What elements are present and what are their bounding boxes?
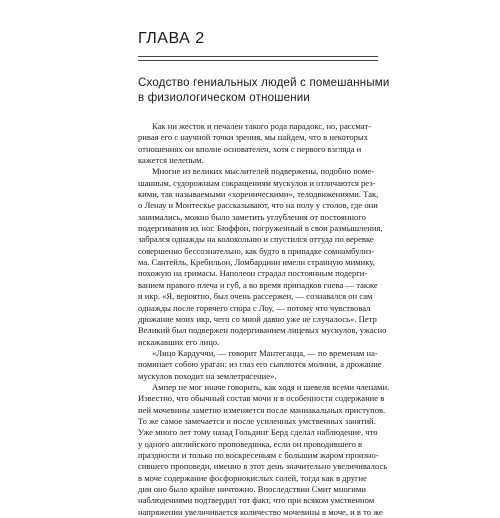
body-line: сившего проповеди, именно в этот день значительно увеличивалось [138,461,388,472]
body-line: похожую на гримасы. Наполеон страдал постоянным подерги- [138,268,368,279]
body-line: мускулов походит на землетрясение». [138,370,277,381]
body-line: наблюдениями подтвердил тот факт, что при всяком умственном [138,495,375,506]
body-line: Как ни жесток и печален такого рода парадокс, но, рассмат- [152,121,371,131]
body-line: поминает собою ураган: из глаз его сыплются молнии, а дрожание [138,359,382,370]
body-line: напряжении увеличивается количество мочевины в моче, и в то же [138,506,383,517]
body-line: ривая его с научной точки зрения, мы найдем, что в некоторых [138,132,368,143]
section-title-line-2: в физиологическом отношении [138,92,311,104]
body-line: «Лицо Кардуччи, — говорит Мантегацца, — по временам на- [152,347,378,358]
body-line: однажды после горячего спора с Лоу, — потому что чувствовал [138,302,371,313]
body-line: Известно, что обычный состав мочи и в особенности содержание в [138,393,385,404]
title-rule-bottom [138,60,378,61]
body-line: и икр. «Я, вероятно, был очень рассержен, — сознавался он сам [138,291,373,302]
body-line: Великий был подвержен подергиванием лицевых мускулов, ужасно [138,325,387,336]
body-line: искажавших его лицо. [138,336,220,347]
body-line: дни оно было крайне ничтожно. Впоследствии Смит многими [138,484,366,494]
section-title-line-1: Сходство гениальных людей с помешанными [138,77,390,89]
body-line: шанным, судорожным сокращениям мускулов и отличаются рез- [138,177,376,188]
body-line: праздности и только по воскресеньям с большим жаром произно- [138,449,379,460]
body-line: Многие из великих мыслителей подвержены, подобно поме- [152,166,375,177]
body-line: ванием правого плеча и губ, а во время припадков гнева — также [138,279,378,290]
body-line: ма. Сантейль, Кребильон, Ломбардини имели странную мимику, [138,257,375,268]
body-line: дрожание моих икр, чего со мной давно уже не случалось». Петр [138,313,377,324]
body-line: в моче содержание фосфорнокислых солей, тогда как в другие [138,472,367,483]
body-text [138,121,390,518]
body-line: забрался однажды на колокольню и спустился оттуда по веревке [138,234,374,245]
body-line: кажется нелепым. [138,155,204,166]
body-line: совершенно бессознательно, как будто в припадке сомнамбулиз- [138,245,375,256]
body-line: отношениях он вполне основателен, хотя с первого взгляда и [138,143,362,154]
title-rule-top [138,56,378,57]
body-line: занимались, можно было заметить углубления от постоянного [138,211,366,222]
body-line: Уже много лет тому назад Гольдинг Берд сделал наблюдение, что [138,427,378,438]
body-line: кими, так называемыми «хореническими», телодвижениями. Так, [138,189,379,200]
body-line: ней мочевины заметно изменяется после маниакальных приступов. [138,404,386,415]
body-line: Ампер не мог иначе говорить, как ходя и шевеля всеми членами. [152,381,390,392]
section-title [138,76,398,106]
body-line: То же самое замечается и после усиленных умственных занятий. [138,415,376,426]
body-line: подергивания их ног. Бюффон, погруженный в свои размышления, [138,223,383,234]
chapter-title: ГЛАВА 2 [138,30,205,47]
body-line: у одного английского проповедника, если он проводившего в [138,438,363,449]
body-line: о Ленау и Монтескье рассказывают, что на полу у столов, где они [138,200,378,211]
